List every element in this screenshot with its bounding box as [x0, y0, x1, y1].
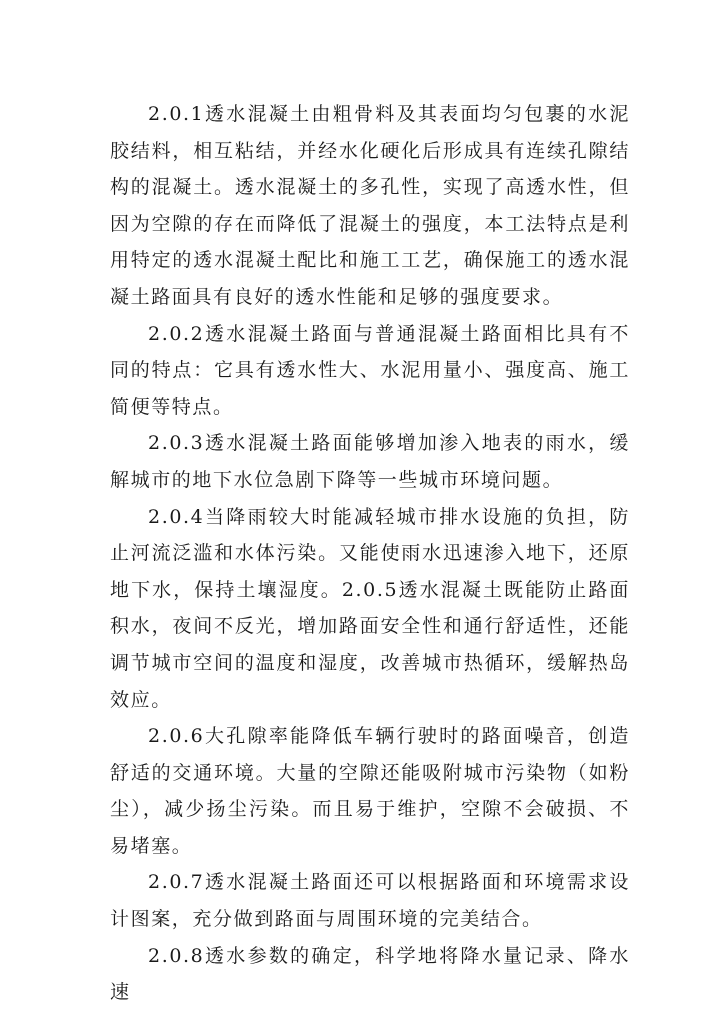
document-body — [110, 96, 630, 1011]
paragraph-2-0-7: 2.0.7透水混凝土路面还可以根据路面和环境需求设计图案，充分做到路面与周围环境的完美结合。 — [110, 871, 630, 931]
paragraph-2-0-1: 2.0.1透水混凝土由粗骨料及其表面均匀包裹的水泥胶结料，相互粘结，并经水化硬化后形成具有连续孔隙结构的混凝土。透水混凝土的多孔性，实现了高透水性，但因为空隙的存在而降低了混凝土的强度，本工法特点是利用特定的透水混凝土配比和施工工艺，确保施工的透水混凝土路面具有良好的透水性能和足够的强度要求。 — [110, 103, 630, 308]
paragraph-2-0-6: 2.0.6大孔隙率能降低车辆行驶时的路面噪音，创造舒适的交通环境。大量的空隙还能吸附城市污染物（如粉尘），减少扬尘污染。而且易于维护，空隙不会破损、不易堵塞。 — [110, 725, 630, 857]
paragraph-2-0-8: 2.0.8透水参数的确定，科学地将降水量记录、降水速 — [110, 944, 630, 1004]
paragraph-2-0-3: 2.0.3透水混凝土路面能够增加渗入地表的雨水，缓解城市的地下水位急剧下降等一些城市环境问题。 — [110, 432, 630, 491]
paragraph-2-0-2: 2.0.2透水混凝土路面与普通混凝土路面相比具有不同的特点：它具有透水性大、水泥用量小、强度高、施工简便等特点。 — [110, 322, 630, 418]
paragraph-2-0-4: 2.0.4当降雨较大时能减轻城市排水设施的负担，防止河流泛滥和水体污染。又能使雨水迅速渗入地下，还原地下水，保持土壤湿度。2.0.5透水混凝土既能防止路面积水，夜间不反光，增加路面安全性和通行舒适性，还能调节城市空间的温度和湿度，改善城市热循环，缓解热岛效应。 — [110, 505, 630, 711]
